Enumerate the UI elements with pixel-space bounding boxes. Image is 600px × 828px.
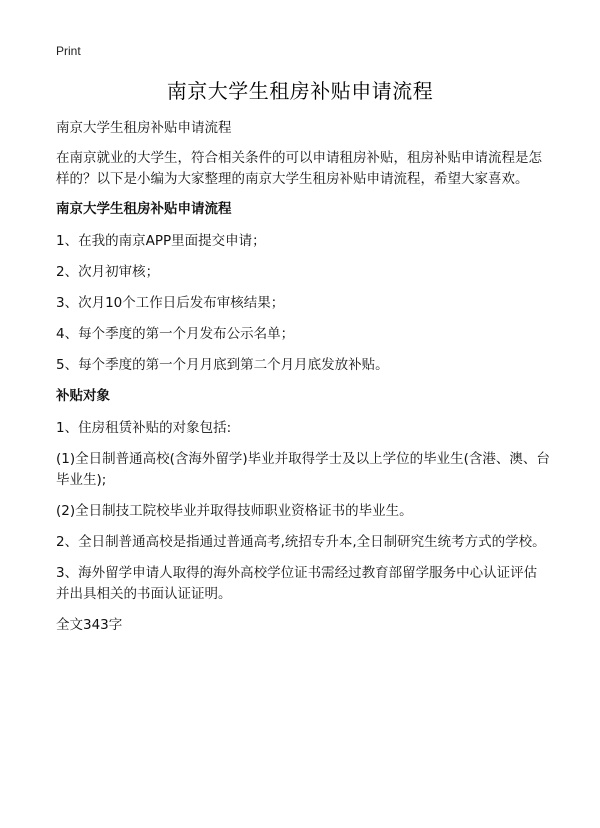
section-heading-process: 南京大学生租房补贴申请流程 — [56, 201, 232, 217]
subtitle: 南京大学生租房补贴申请流程 — [56, 120, 232, 136]
word-count: 全文343字 — [56, 617, 123, 633]
eligibility-item: 1、住房租赁补贴的对象包括: — [56, 420, 232, 436]
process-step: 2、次月初审核； — [56, 264, 160, 280]
eligibility-item: 2、全日制普通高校是指通过普通高考,统招专升本,全日制研究生统考方式的学校。 — [56, 534, 546, 550]
document-body — [56, 118, 550, 645]
process-step: 3、次月10个工作日后发布审核结果； — [56, 295, 285, 311]
process-step: 4、每个季度的第一个月发布公示名单； — [56, 326, 295, 342]
eligibility-item: (2)全日制技工院校毕业并取得技师职业资格证书的毕业生。 — [56, 503, 413, 519]
process-step: 1、在我的南京APP里面提交申请； — [56, 233, 266, 249]
section-heading-eligibility: 补贴对象 — [56, 388, 110, 404]
eligibility-item: 3、海外留学申请人取得的海外高校学位证书需经过教育部留学服务中心认证评估并出具相关的书面认证证明。 — [56, 565, 538, 602]
eligibility-item: (1)全日制普通高校(含海外留学)毕业并取得学士及以上学位的毕业生(含港、澳、台毕业生); — [56, 451, 550, 488]
document-title: 南京大学生租房补贴申请流程 — [166, 79, 434, 103]
print-link[interactable]: Print — [56, 44, 81, 58]
intro-paragraph: 在南京就业的大学生，符合相关条件的可以申请租房补贴，租房补贴申请流程是怎样的？以下是小编为大家整理的南京大学生租房补贴申请流程，希望大家喜欢。 — [56, 150, 542, 187]
process-step: 5、每个季度的第一个月月底到第二个月月底发放补贴。 — [56, 357, 389, 373]
